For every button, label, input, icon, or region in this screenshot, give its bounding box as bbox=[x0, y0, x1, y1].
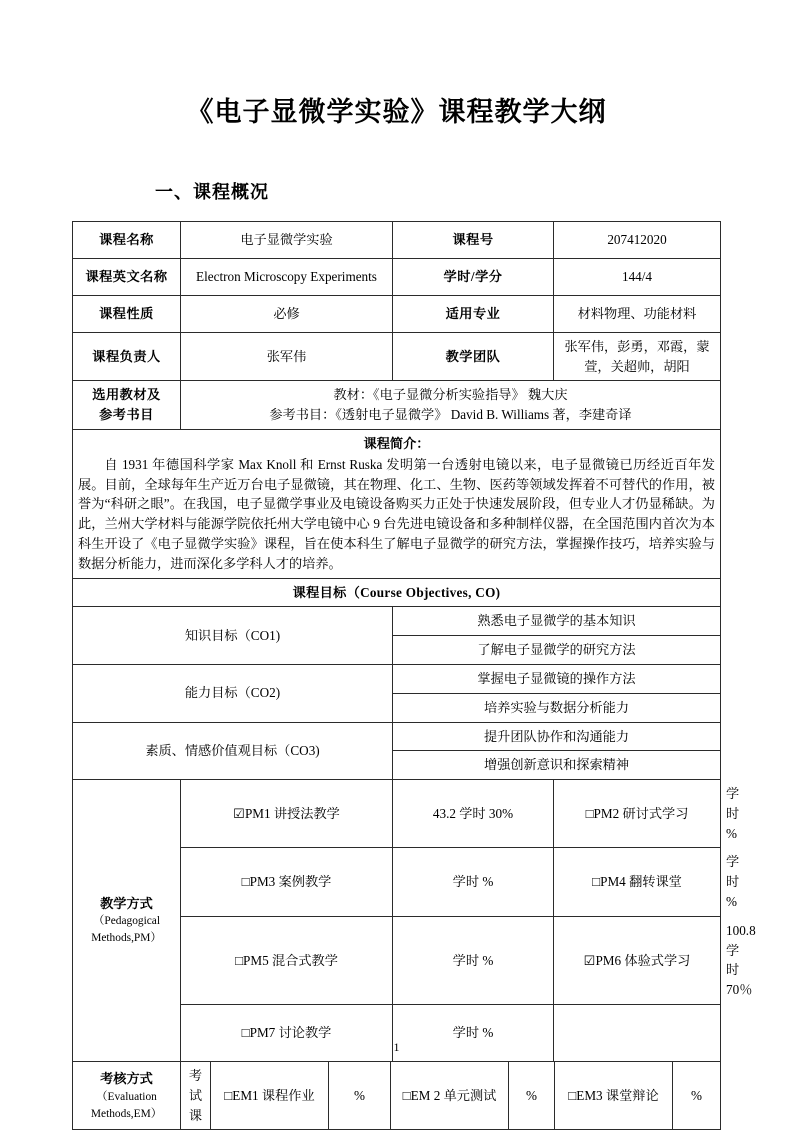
section-heading-course-overview: 一、课程概况 bbox=[155, 181, 269, 202]
checkbox-pm3[interactable]: □PM3 案例教学 bbox=[181, 848, 393, 916]
table-row bbox=[73, 722, 721, 751]
course-objectives-header: 课程目标（Course Objectives, CO) bbox=[73, 578, 721, 607]
table-row bbox=[73, 429, 721, 578]
textbooks-label-line1: 选用教材及 bbox=[92, 387, 161, 403]
evaluation-label-en-2: Methods,EM） bbox=[90, 1107, 163, 1120]
cell-label-applicable-majors: 适用专业 bbox=[393, 295, 554, 332]
cell-value-course-nature: 必修 bbox=[181, 295, 393, 332]
cell-label-textbooks bbox=[73, 381, 181, 430]
cell-label-co3: 素质、情感价值观目标（CO3) bbox=[73, 722, 393, 780]
checkbox-pm1[interactable]: ☑PM1 讲授法教学 bbox=[181, 780, 393, 848]
table-row: □PM5 混合式教学 学时 % ☑PM6 体验式学习 100.8 学时 70％ bbox=[73, 916, 721, 1004]
page-number: 1 bbox=[393, 1040, 400, 1054]
table-row bbox=[73, 221, 721, 258]
cell-co1-item-2: 了解电子显微学的研究方法 bbox=[393, 636, 721, 665]
course-overview-table bbox=[72, 221, 756, 1062]
pedagogical-label-en-2: Methods,PM） bbox=[91, 932, 162, 945]
cell-value-course-name: 电子显微学实验 bbox=[181, 221, 393, 258]
cell-label-co1: 知识目标（CO1) bbox=[73, 607, 393, 665]
cell-value-textbooks bbox=[181, 381, 721, 430]
exam-type-char-2: 试 bbox=[188, 1087, 203, 1103]
value-em3[interactable]: % bbox=[673, 1062, 721, 1130]
cell-co3-item-2: 增强创新意识和探索精神 bbox=[393, 751, 721, 780]
cell-value-english-name: Electron Microscopy Experiments bbox=[181, 258, 393, 295]
table-row bbox=[73, 607, 721, 636]
checkbox-pm4[interactable]: □PM4 翻转课堂 bbox=[554, 848, 721, 916]
cell-label-course-nature: 课程性质 bbox=[73, 295, 181, 332]
cell-label-evaluation-methods bbox=[73, 1062, 181, 1130]
table-row bbox=[73, 578, 721, 607]
intro-body: 自 1931 年德国科学家 Max Knoll 和 Ernst Ruska 发明第一台透射电镜以来，电子显微镜已历经近百年发展。目前，全球每年生产近万台电子显微镜，其在物理、化工、生物、医药等领域发挥着不可替代的作用，被誉为“科研之眼”。在我国，电子显微学事业及电镜设备购买力正处于快速发展阶段，但专业人才仍显稀缺。为此，兰州大学材料与能源学院依托州大学电镜中心 9 台先进电镜设备和多种制样仪器，在全国范围内首次为本科生开设了《电子显微学实验》课程，旨在使本科生了解电子显微学的研究方法，掌握操作技巧，培养实验与数据分析能力，进而深化多学科人才的培养。 bbox=[78, 456, 715, 571]
value-em1[interactable]: % bbox=[329, 1062, 391, 1130]
checkbox-em3[interactable]: □EM3 课堂辩论 bbox=[555, 1062, 673, 1130]
checkbox-em2[interactable]: □EM 2 单元测试 bbox=[391, 1062, 509, 1130]
checkbox-pm5[interactable]: □PM5 混合式教学 bbox=[181, 916, 393, 1004]
cell-co2-item-1: 掌握电子显微镜的操作方法 bbox=[393, 664, 721, 693]
cell-value-course-number: 207412020 bbox=[554, 221, 721, 258]
table-row bbox=[73, 664, 721, 693]
evaluation-label-en-1: （Evaluation bbox=[96, 1090, 157, 1103]
value-pm3[interactable]: 学时 % bbox=[393, 848, 554, 916]
textbook-reference: 参考书目：《透射电子显微学》 David B. Williams 著，李建奇译 bbox=[269, 407, 632, 423]
cell-course-introduction bbox=[73, 429, 721, 578]
value-em2[interactable]: % bbox=[509, 1062, 555, 1130]
checkbox-pm2[interactable]: □PM2 研讨式学习 bbox=[554, 780, 721, 848]
cell-value-course-leader: 张军伟 bbox=[181, 332, 393, 381]
cell-co3-item-1: 提升团队协作和沟通能力 bbox=[393, 722, 721, 751]
table-row: □PM3 案例教学 学时 % □PM4 翻转课堂 学时 % bbox=[73, 848, 721, 916]
cell-label-course-name: 课程名称 bbox=[73, 221, 181, 258]
cell-label-hours-credits: 学时/学分 bbox=[393, 258, 554, 295]
table-row bbox=[73, 258, 721, 295]
checkbox-em1[interactable]: □EM1 课程作业 bbox=[211, 1062, 329, 1130]
textbooks-label-line2: 参考书目 bbox=[99, 407, 154, 423]
evaluation-label-cn: 考核方式 bbox=[100, 1070, 153, 1086]
table-row: 教学方式 （Pedagogical Methods,PM） ☑PM1 讲授法教学 43.2 学时 30% □PM2 研讨式学习 学时 % bbox=[73, 780, 721, 848]
cell-exam-type bbox=[181, 1062, 211, 1130]
exam-type-char-1: 考 bbox=[188, 1068, 203, 1084]
cell-label-pedagogical-methods bbox=[73, 780, 181, 1062]
cell-co1-item-1: 熟悉电子显微学的基本知识 bbox=[393, 607, 721, 636]
table-row bbox=[73, 332, 721, 381]
pedagogical-label-en-1: （Pedagogical bbox=[92, 915, 161, 928]
value-pm5[interactable]: 学时 % bbox=[393, 916, 554, 1004]
value-pm7[interactable]: 学时 % bbox=[393, 1005, 554, 1062]
cell-value-teaching-team: 张军伟，彭勇，邓霞，蒙萱，关超帅，胡阳 bbox=[554, 332, 721, 381]
cell-value-applicable-majors: 材料物理、功能材料 bbox=[554, 295, 721, 332]
cell-label-co2: 能力目标（CO2) bbox=[73, 664, 393, 722]
value-pm1[interactable]: 43.2 学时 30% bbox=[393, 780, 554, 848]
intro-heading: 课程简介： bbox=[363, 435, 430, 451]
evaluation-methods-table bbox=[72, 1061, 721, 1130]
cell-label-course-leader: 课程负责人 bbox=[73, 332, 181, 381]
page-title: 《电子显微学实验》课程教学大纲 bbox=[186, 97, 607, 127]
table-row bbox=[73, 1062, 721, 1130]
textbook-main: 教材：《电子显微分析实验指导》 魏大庆 bbox=[333, 387, 568, 403]
cell-label-course-number: 课程号 bbox=[393, 221, 554, 258]
checkbox-pm7[interactable]: □PM7 讨论教学 bbox=[181, 1005, 393, 1062]
checkbox-pm6[interactable]: ☑PM6 体验式学习 bbox=[554, 916, 721, 1004]
cell-value-hours-credits: 144/4 bbox=[554, 258, 721, 295]
cell-co2-item-2: 培养实验与数据分析能力 bbox=[393, 693, 721, 722]
table-row bbox=[73, 381, 721, 430]
cell-label-english-name: 课程英文名称 bbox=[73, 258, 181, 295]
exam-type-char-3: 课 bbox=[188, 1107, 203, 1123]
cell-label-teaching-team: 教学团队 bbox=[393, 332, 554, 381]
table-row bbox=[73, 295, 721, 332]
pedagogical-label-cn: 教学方式 bbox=[100, 895, 153, 911]
